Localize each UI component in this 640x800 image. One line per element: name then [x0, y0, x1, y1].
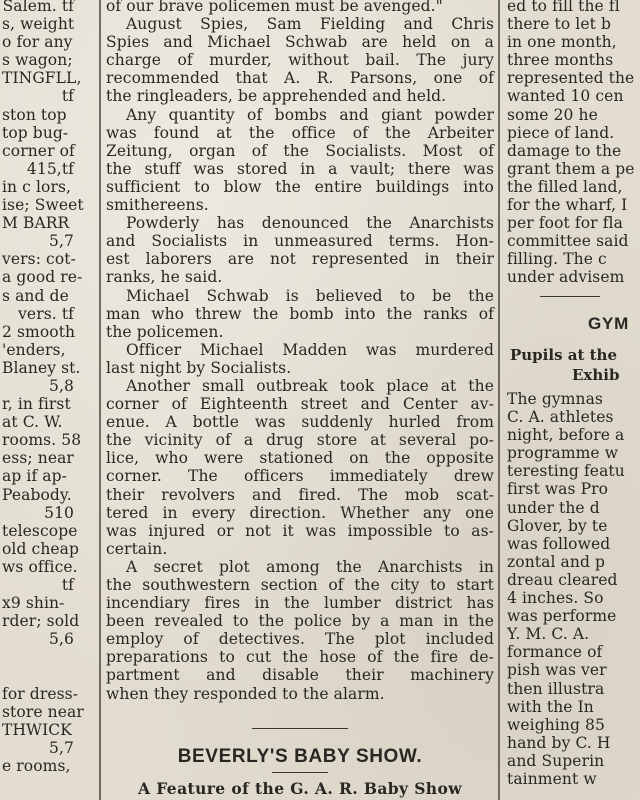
- text-line: 5,7: [49, 232, 74, 251]
- text-line: M BARR: [2, 214, 70, 233]
- text-line: per foot for fla: [507, 214, 623, 233]
- article-line: enue. A bottle was suddenly hurled from: [106, 413, 494, 432]
- text-line: r, in first: [2, 395, 71, 414]
- text-line: ed to fill the fl: [507, 0, 620, 15]
- article-line: corner. The officers immediately drew: [106, 467, 494, 486]
- text-line: 5,8: [49, 376, 74, 395]
- text-line: hand by C. H: [507, 733, 611, 752]
- article-line: smithereens.: [106, 196, 209, 215]
- text-line: e rooms,: [2, 756, 71, 775]
- article-line: corner of Eighteenth street and Center av-: [106, 395, 494, 414]
- text-line: vers: cot-: [2, 250, 76, 269]
- text-line: tainment w: [507, 769, 597, 788]
- article-line: ranks, he said.: [106, 268, 223, 287]
- article-line: the policemen.: [106, 322, 224, 341]
- text-line: for the wharf, I: [507, 196, 628, 215]
- text-line: the filled land,: [507, 177, 623, 196]
- text-line: The gymnas: [507, 390, 603, 408]
- article-line: partment and disable their machinery: [106, 666, 494, 685]
- article-headline: BEVERLY'S BABY SHOW.: [177, 746, 423, 767]
- article-line: was injured or not it was impossible to as-: [106, 521, 494, 540]
- right-column-text-top: [503, 0, 640, 287]
- text-line: Salem. tf: [2, 0, 74, 15]
- text-line: damage to the: [507, 141, 622, 160]
- article-line: was found at the office of the Arbeiter: [106, 123, 494, 142]
- text-line: 510: [44, 503, 74, 522]
- text-line: [0, 666, 96, 684]
- text-line: under the d: [507, 498, 600, 517]
- article-line: the southwestern section of the city to start: [106, 576, 494, 594]
- right-subheadline-1: Pupils at the: [510, 346, 617, 364]
- text-line: formance of: [507, 643, 603, 662]
- text-line: [0, 648, 96, 666]
- text-line: at C. W.: [2, 413, 63, 432]
- text-line: o for any: [2, 33, 73, 52]
- text-line: was performe: [507, 607, 617, 626]
- article-line: Powderly has denounced the Anarchists: [126, 214, 494, 233]
- text-line: in c lors,: [2, 177, 72, 196]
- text-line: first was Pro: [507, 480, 609, 499]
- text-line: ston top: [2, 105, 67, 124]
- article-line: recommended that A. R. Parsons, one of: [106, 69, 494, 88]
- text-line: and Superin: [507, 751, 605, 770]
- text-line: top bug-: [2, 123, 69, 142]
- article-line: certain.: [106, 539, 168, 558]
- article-line: the stuff was stored in a vault; there was: [106, 159, 494, 178]
- article-line: of our brave policemen must be avenged.": [106, 0, 443, 15]
- text-line: for dress-: [2, 684, 79, 703]
- article-line: Any quantity of bombs and giant powder: [126, 105, 494, 124]
- text-line: 4 inches. So: [507, 589, 604, 608]
- text-line: ws office.: [2, 557, 78, 576]
- text-line: telescope: [2, 521, 78, 540]
- text-line: was followed: [507, 534, 611, 553]
- article-line: the vicinity of a drug store at several po-: [106, 431, 494, 450]
- right-column-text-bottom: [503, 390, 640, 788]
- article-line: lice, who were stationed on the opposite: [106, 449, 494, 468]
- text-line: x9 shin-: [2, 594, 65, 613]
- article-line: tered in every direction. Whether any one: [106, 503, 494, 522]
- text-line: filling. The c: [507, 250, 607, 269]
- text-line: wanted 10 cen: [507, 87, 624, 106]
- text-line: 5,7: [49, 738, 74, 757]
- article-line: preparations to cut the hose of the fire de-: [106, 648, 494, 667]
- text-line: corner of: [2, 141, 75, 160]
- text-line: ise; Sweet: [2, 196, 84, 215]
- text-line: there to let b: [507, 15, 611, 34]
- column-rule-left: [99, 0, 101, 800]
- article-line: Michael Schwab is believed to be the: [126, 286, 494, 305]
- right-headline: GYM: [588, 314, 630, 333]
- article-line: their revolvers and fired. The mob scat-: [106, 485, 494, 504]
- text-line: rooms. 58: [2, 431, 82, 450]
- text-line: pish was ver: [507, 661, 607, 680]
- text-line: weighing 85: [507, 715, 605, 734]
- text-line: with the In: [507, 697, 594, 716]
- right-subheadline-2: Exhib: [572, 366, 620, 384]
- text-line: piece of land.: [507, 123, 615, 142]
- article-line: est laborers are not represented in their: [106, 250, 494, 269]
- article-line: incendiary fires in the lumber district has: [106, 594, 494, 613]
- text-line: represented the: [507, 69, 635, 88]
- right-column: [503, 0, 640, 800]
- text-line: C. A. athletes: [507, 408, 614, 427]
- text-line: 415,tf: [26, 159, 74, 178]
- article-divider: [252, 728, 348, 729]
- text-line: ess; near: [2, 449, 74, 468]
- article-line: been revealed to the police by a man in the: [106, 612, 494, 631]
- text-line: some 20 he: [507, 105, 598, 124]
- text-line: rder; sold: [2, 612, 80, 631]
- text-line: committee said: [507, 232, 629, 251]
- article-line: when they responded to the alarm.: [106, 684, 385, 703]
- article-line: Spies and Michael Schwab are held on a: [106, 33, 494, 52]
- article-line: employ of detectives. The plot included: [106, 630, 494, 649]
- text-line: TINGFLL,: [2, 69, 82, 88]
- text-line: THWICK: [2, 720, 72, 739]
- text-line: 'enders,: [2, 340, 66, 359]
- article-line: last night by Socialists.: [106, 358, 292, 377]
- column-rule-right: [498, 0, 500, 800]
- article-line: Zeitung, organ of the Socialists. Most of: [106, 141, 494, 160]
- article-line: Another small outbreak took place at the: [126, 376, 494, 395]
- text-line: tf: [61, 87, 74, 106]
- text-line: three months: [507, 51, 614, 70]
- text-line: teresting featu: [507, 462, 625, 481]
- article-line: charge of murder, without bail. The jury: [106, 51, 494, 70]
- text-line: tf: [61, 576, 74, 594]
- text-line: s and de: [2, 286, 69, 305]
- left-column: [0, 0, 96, 800]
- text-line: 5,6: [49, 630, 74, 649]
- article-line: A secret plot among the Anarchists in: [126, 557, 494, 576]
- text-line: Y. M. C. A.: [507, 625, 590, 644]
- headline-divider: [272, 772, 328, 773]
- article-line: sufficient to blow the entire buildings into: [106, 177, 494, 196]
- article-line: the ringleaders, be apprehended and held.: [106, 87, 447, 106]
- text-line: grant them a pe: [507, 159, 635, 178]
- text-line: programme w: [507, 444, 619, 463]
- text-line: Peabody.: [2, 485, 72, 504]
- article-line: and Socialists in unmeasured terms. Hon-: [106, 232, 494, 251]
- text-line: Blaney st.: [2, 358, 81, 377]
- article-line: August Spies, Sam Fielding and Chris: [126, 15, 494, 34]
- text-line: night, before a: [507, 426, 625, 445]
- article-body: [104, 0, 496, 703]
- article-line: man who threw the bomb into the ranks of: [106, 304, 494, 323]
- text-line: zontal and p: [507, 552, 606, 571]
- text-line: s, weight: [2, 15, 75, 34]
- text-line: a good re-: [2, 268, 83, 287]
- text-line: under advisem: [507, 268, 625, 287]
- middle-column: [104, 0, 496, 800]
- text-line: Glover, by te: [507, 516, 608, 535]
- left-column-text: [0, 0, 96, 775]
- article-subheadline: A Feature of the G. A. R. Baby Show: [138, 779, 462, 798]
- text-line: then illustra: [507, 679, 605, 698]
- text-line: dreau cleared: [507, 570, 618, 589]
- text-line: ap if ap-: [2, 467, 68, 486]
- text-line: in one month,: [507, 33, 617, 52]
- text-line: 2 smooth: [2, 322, 76, 341]
- article-line: Officer Michael Madden was murdered: [126, 340, 494, 359]
- text-line: old cheap: [2, 539, 80, 558]
- text-line: vers. tf: [18, 304, 74, 323]
- text-line: store near: [2, 702, 84, 721]
- right-divider: [540, 296, 600, 297]
- text-line: s wagon;: [2, 51, 73, 70]
